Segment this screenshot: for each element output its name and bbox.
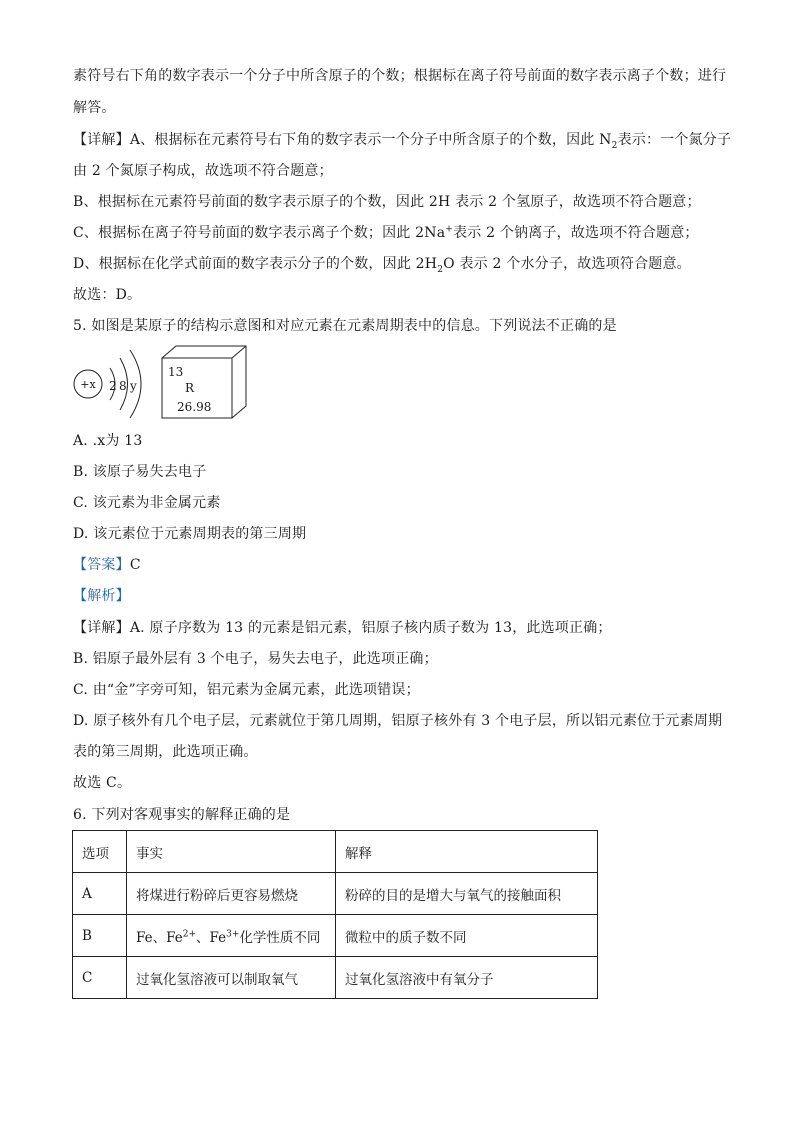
shell-2-electrons: 8	[119, 379, 127, 393]
text-line: B. 铝原子最外层有 3 个电子，易失去电子，此选项正确；	[73, 651, 438, 667]
element-tile	[162, 346, 246, 418]
superscript: 2+	[182, 929, 197, 939]
table-row	[73, 873, 598, 915]
text-line: D. 原子核外有几个电子层，元素就位于第几周期，铝原子核外有 3 个电子层，所以铝元素位于元素周期	[73, 713, 723, 729]
explanation-cell: 粉碎的目的是增大与氧气的接触面积	[336, 873, 598, 915]
text-line: B、根据标在元素符号前面的数字表示原子的个数，因此 2H 表示 2 个氢原子，故选项不符合题意；	[73, 194, 701, 210]
text-line: 故选：D。	[73, 287, 142, 303]
element-symbol: R	[185, 381, 195, 395]
analysis-tag: 【解析】	[73, 588, 130, 604]
fact-cell: 过氧化氢溶液可以制取氧气	[127, 957, 336, 999]
fact-cell	[127, 915, 336, 957]
shell-3-electrons: y	[130, 379, 137, 393]
question-6-stem: 6. 下列对客观事实的解释正确的是	[73, 807, 291, 823]
option-cell: A	[73, 873, 127, 915]
option-b: B. 该原子易失去电子	[73, 464, 207, 480]
option-d: D. 该元素位于元素周期表的第三周期	[73, 526, 307, 542]
option-c: C. 该元素为非金属元素	[73, 495, 221, 511]
text-segment: Fe、Fe	[136, 929, 183, 946]
text-segment: 、Fe	[196, 929, 227, 946]
option-cell: C	[73, 957, 127, 999]
facts-table	[72, 830, 598, 999]
superscript: 3+	[226, 929, 240, 939]
answer-tag: 【答案】	[73, 557, 130, 573]
q4-detail-d	[73, 254, 691, 274]
answer-value: C	[129, 557, 141, 573]
table-header-row	[73, 831, 598, 873]
text-line: 表的第三周期，此选项正确。	[73, 744, 258, 760]
text-line: 故选 C。	[73, 775, 132, 791]
text-segment: 化学性质不同	[239, 929, 321, 946]
answer-line	[73, 555, 141, 575]
question-5-stem: 5. 如图是某原子的结构示意图和对应元素在元素周期表中的信息。下列说法不正确的是	[73, 318, 617, 334]
fact-cell: 将煤进行粉碎后更容易燃烧	[127, 873, 336, 915]
atom-structure-diagram	[70, 342, 330, 422]
explanation-cell: 过氧化氢溶液中有氧分子	[336, 957, 598, 999]
atomic-number: 13	[168, 365, 184, 379]
tile-depth-edge	[232, 346, 246, 358]
text-segment: D、根据标在化学式前面的数字表示分子的个数，因此 2H	[73, 256, 438, 272]
detail-tag: 【详解】	[73, 620, 130, 636]
superscript: +	[445, 224, 454, 235]
nucleus-label: +x	[80, 378, 96, 391]
shell-1-electrons: 2	[109, 379, 117, 393]
text-line: 素符号右下角的数字表示一个分子中所含原子的个数；根据标在离子符号前面的数字表示离子个数；进行	[73, 68, 727, 84]
text-segment: C、根据标在离子符号前面的数字表示离子个数；因此 2Na	[73, 225, 446, 241]
table-row	[73, 957, 598, 999]
atom-diagram	[74, 350, 141, 418]
table-header-cell: 选项	[73, 831, 127, 873]
subscript: 2	[611, 140, 618, 151]
table-header-cell: 事实	[127, 831, 336, 873]
text-segment: A、根据标在元素符号右下角的数字表示一个分子中所含原子的个数，因此 N	[129, 132, 612, 148]
table-row	[73, 915, 598, 957]
text-line: 由 2 个氮原子构成，故选项不符合题意；	[73, 163, 333, 179]
text-segment: O 表示 2 个水分子，故选项符合题意。	[443, 256, 691, 272]
text-line: C. 由“金”字旁可知，铝元素为金属元素，此选项错误；	[73, 682, 420, 698]
detail-tag: 【详解】	[73, 132, 130, 148]
q5-detail-a	[73, 618, 612, 638]
explanation-cell: 微粒中的质子数不同	[336, 915, 598, 957]
atomic-mass: 26.98	[177, 400, 212, 414]
q4-detail-c	[73, 223, 699, 243]
subscript: 2	[437, 264, 444, 275]
text-line: 解答。	[73, 100, 116, 116]
text-segment: 表示 2 个钠离子，故选项不符合题意；	[453, 225, 699, 241]
text-segment: A. 原子序数为 13 的元素是铝元素，铝原子核内质子数为 13，此选项正确；	[129, 620, 612, 636]
option-cell: B	[73, 915, 127, 957]
table-header-cell: 解释	[336, 831, 598, 873]
option-a: A. .x为 13	[73, 433, 143, 449]
text-segment: 表示：一个氮分子	[617, 132, 732, 148]
q4-detail-a	[73, 130, 731, 150]
